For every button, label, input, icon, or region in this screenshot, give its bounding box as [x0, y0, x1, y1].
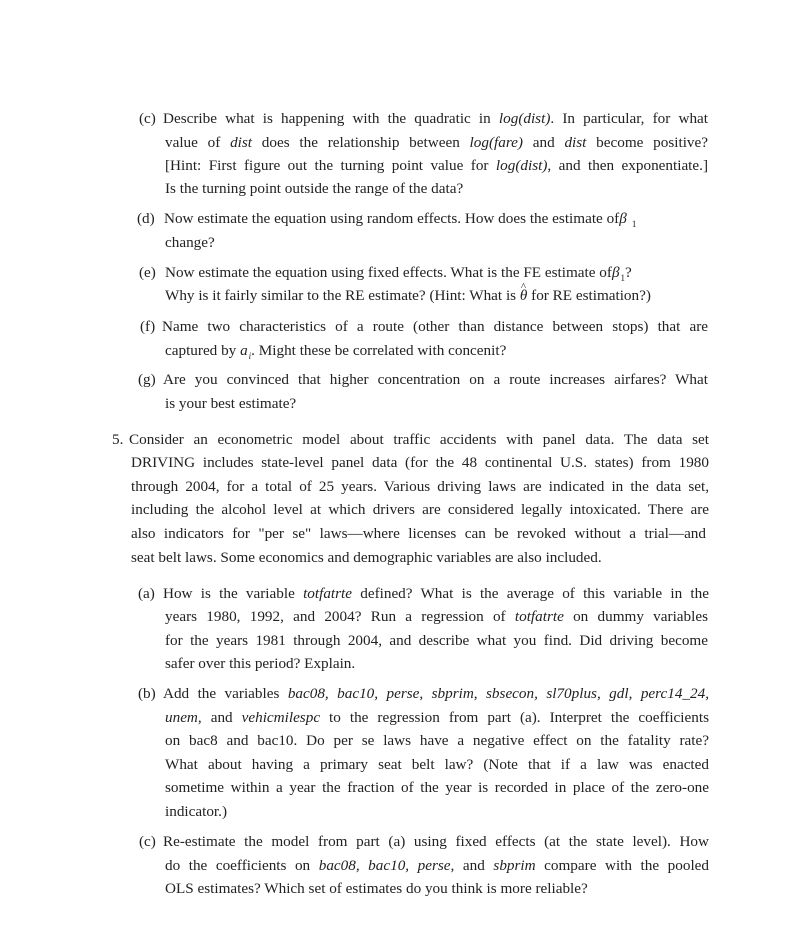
text-line: value of dist does the relationship between log(fare) and dist become positive? — [165, 134, 708, 151]
text-line: on bac8 and bac10. Do per se laws have a negative effect on the fatality rate? — [165, 732, 709, 749]
text-line: Is the turning point outside the range of the data? — [165, 180, 464, 197]
part-label: (g) — [138, 371, 156, 388]
text-line: change? — [165, 234, 215, 251]
part-label: (d) — [137, 210, 155, 227]
text-line: do the coefficients on bac08, bac10, perse, and sbprim compare with the pooled — [165, 857, 709, 874]
text-line: safer over this period? Explain. — [165, 655, 356, 672]
text-line: Re-estimate the model from part (a) using fixed effects (at the state level). How — [163, 833, 709, 850]
question-number: 5. — [112, 431, 124, 448]
part-label: (e) — [139, 264, 156, 281]
text-line: sometime within a year the fraction of the year is recorded in place of the zero-one — [165, 779, 709, 796]
text-line: Are you convinced that higher concentration on a route increases airfares? What — [163, 371, 708, 388]
text-line: Name two characteristics of a route (other than distance between stops) that are — [162, 318, 708, 335]
text-line: seat belt laws. Some economics and demographic variables are also included. — [131, 549, 602, 566]
text-line: including the alcohol level at which drivers are considered legally intoxicated. There are — [131, 501, 709, 518]
part-label: (c) — [139, 833, 156, 850]
text-line: How is the variable totfatrte defined? What is the average of this variable in the — [163, 585, 709, 602]
text-line: for the years 1981 through 2004, and describe what you find. Did driving become — [165, 632, 708, 649]
text-line: through 2004, for a total of 25 years. Various driving laws are indicated in the data set, — [131, 478, 709, 495]
text-line: Add the variables bac08, bac10, perse, sbprim, sbsecon, sl70plus, gdl, perc14_24, — [163, 685, 710, 702]
text-line: is your best estimate? — [165, 395, 297, 412]
text-line: Describe what is happening with the quadratic in log(dist). In particular, for what — [163, 110, 708, 127]
part-label: (f) — [140, 318, 156, 335]
text-line: Now estimate the equation using fixed effects. What is the FE estimate ofβ$_1$? — [165, 264, 632, 283]
part-label: (b) — [138, 685, 156, 702]
text-line: Why is it fairly similar to the RE estimate? (Hint: What is ^ θ for RE estimation?) — [165, 286, 651, 306]
text-line: indicator.) — [165, 803, 227, 820]
text-line: Consider an econometric model about traffic accidents with panel data. The data set — [129, 431, 709, 448]
text-line: also indicators for "per se" laws—where licenses can be revoked without a trial—and — [131, 525, 706, 542]
text-line: Now estimate the equation using random effects. How does the estimate ofβ $_1$ — [164, 210, 637, 229]
part-label: (a) — [138, 585, 155, 602]
text-line: What about having a primary seat belt law? (Note that if a law was enacted — [165, 756, 709, 773]
text-line: [Hint: First figure out the turning point value for log(dist), and then exponentiate.] — [165, 157, 708, 174]
text-line: unem, and vehicmilespc to the regression from part (a). Interpret the coefficients — [165, 709, 709, 726]
text-line: DRIVING includes state-level panel data (for the 48 continental U.S. states) from 1980 — [131, 454, 709, 471]
text-line: captured by $a_i$. Might these be correlated with concenit? — [165, 342, 507, 361]
text-line: years 1980, 1992, and 2004? Run a regression of totfatrte on dummy variables — [165, 608, 708, 625]
part-label: (c) — [139, 110, 156, 127]
theta-hat-symbol: ^ θ — [520, 286, 527, 306]
text-line: OLS estimates? Which set of estimates do you think is more reliable? — [165, 880, 588, 897]
